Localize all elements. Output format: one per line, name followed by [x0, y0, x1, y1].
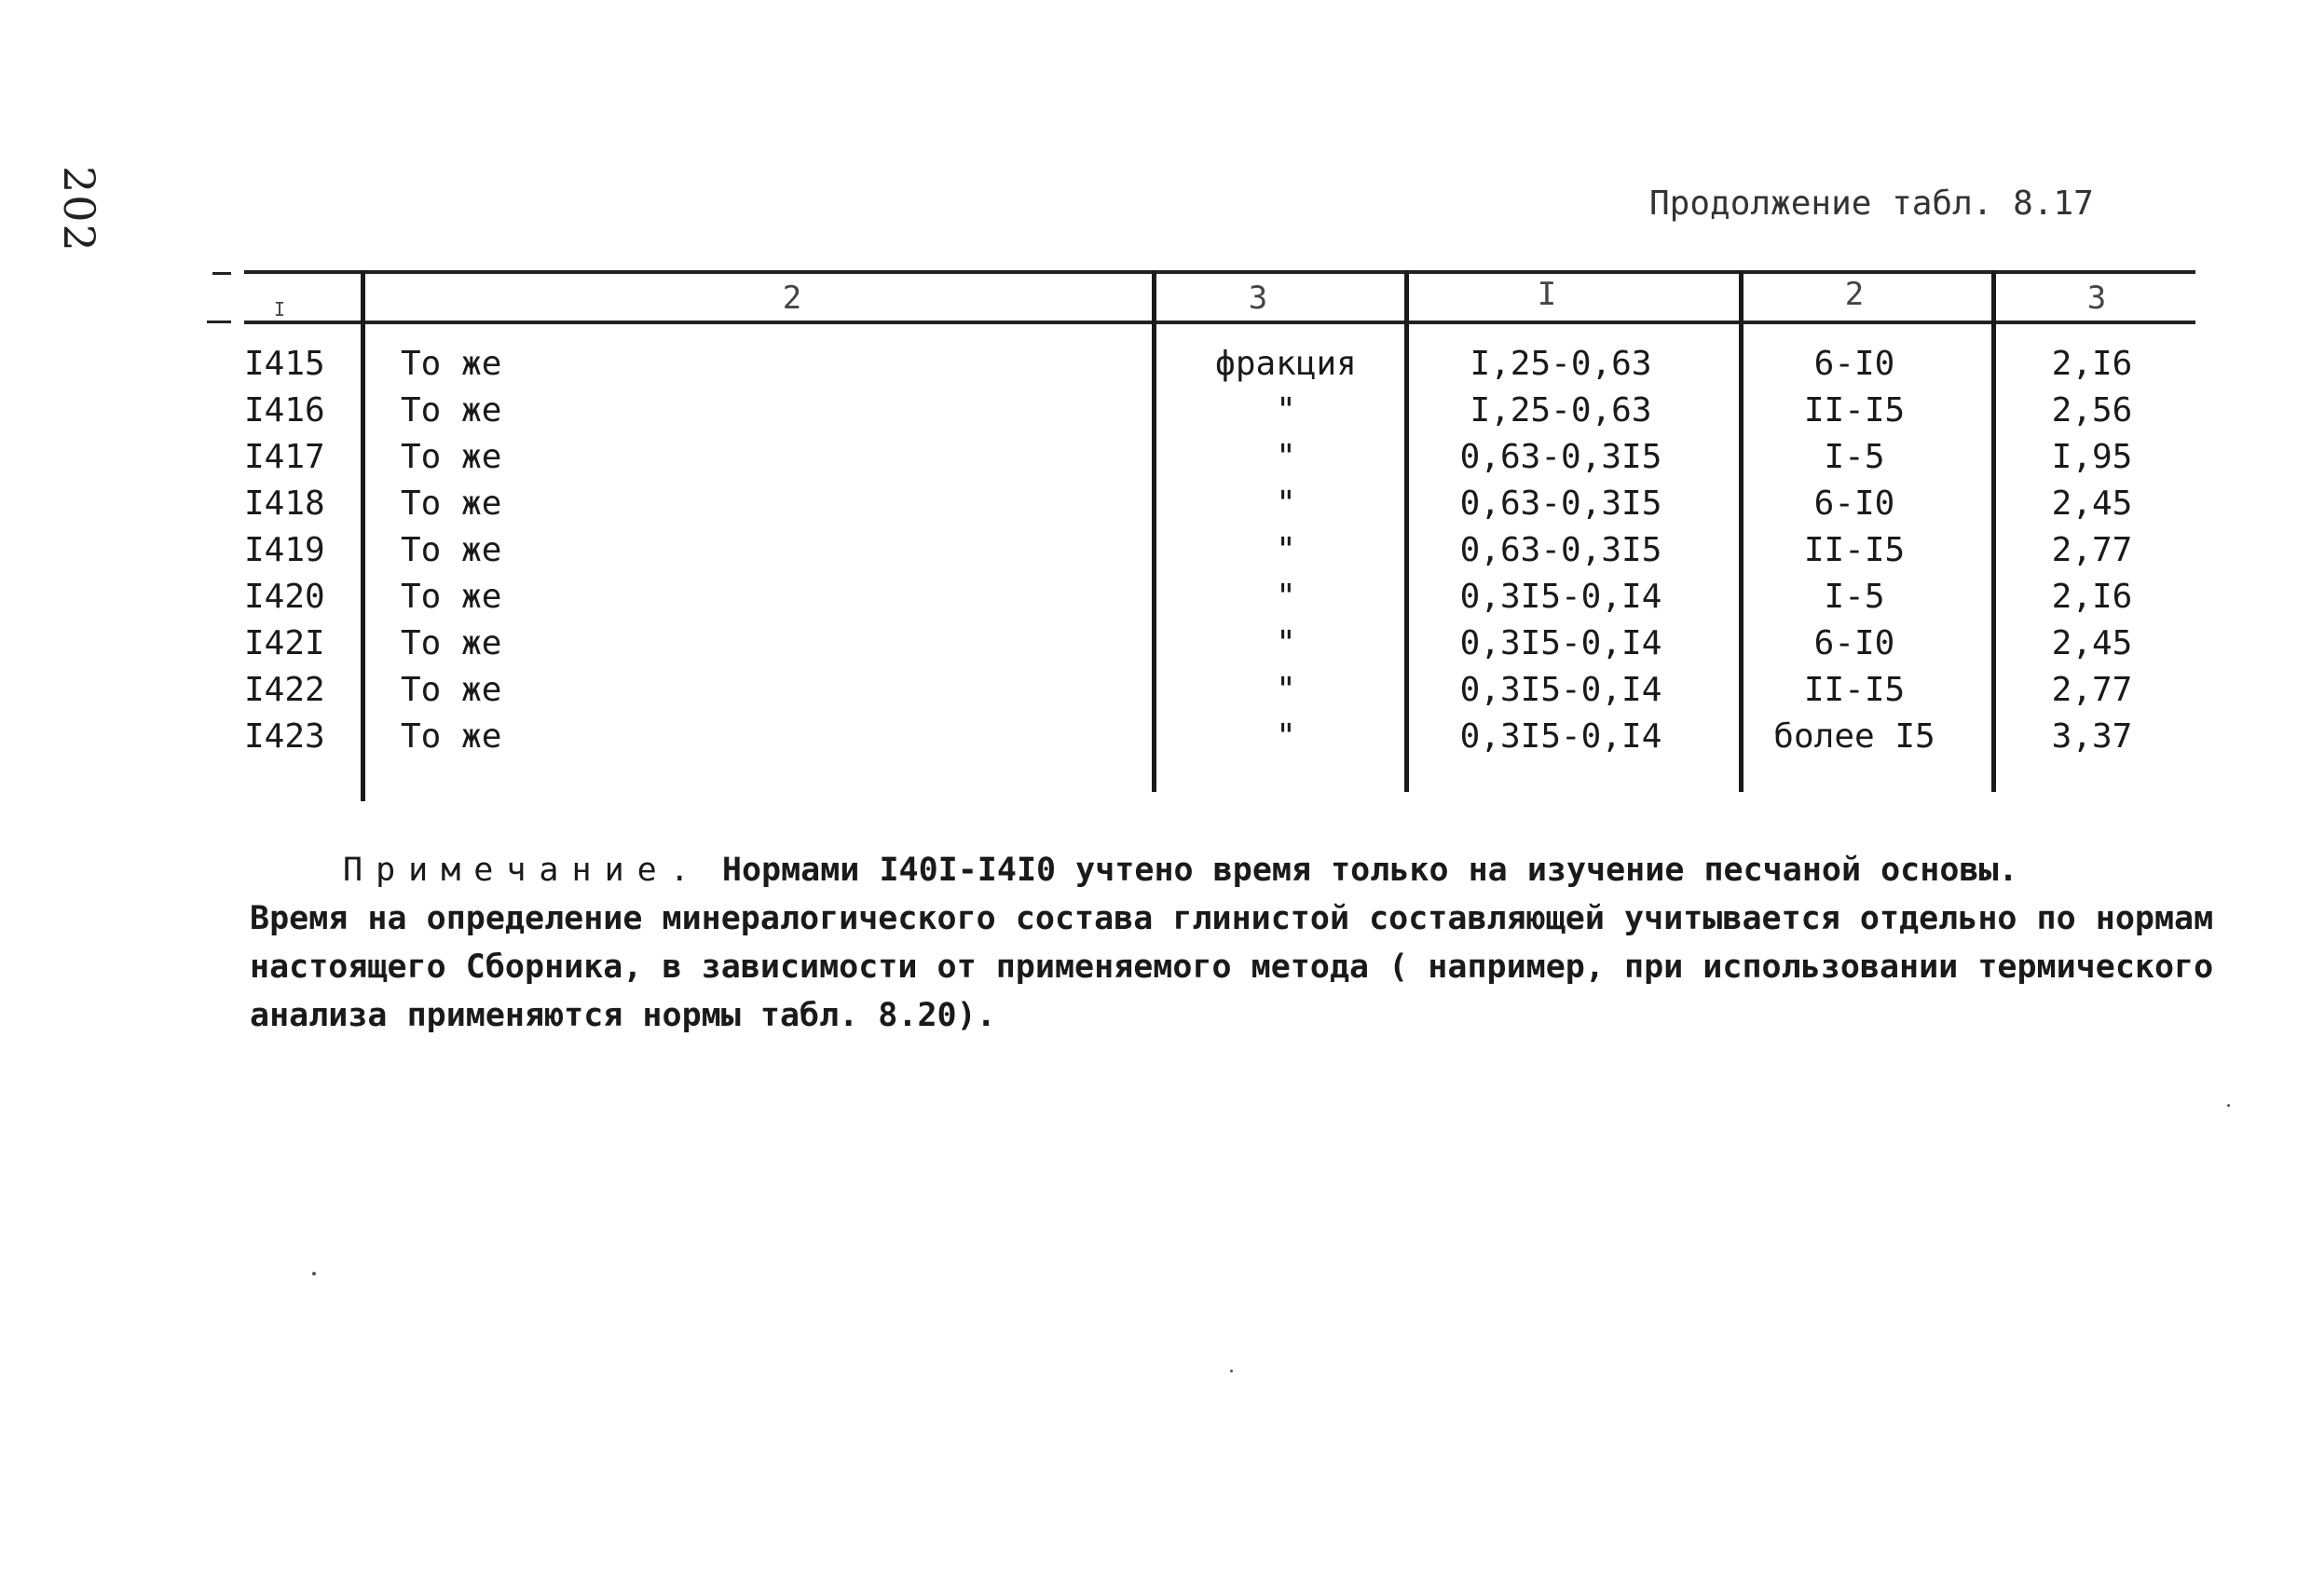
note-first-text: Нормами I40I-I4I0 учтено время только на изучение песчаной основы. — [721, 852, 2018, 889]
note-line: настоящего Сборника, в зависимости от применяемого метода ( например, при использовании термического — [250, 948, 2214, 986]
scan-speck — [2227, 1104, 2230, 1107]
row-value-3: 3,37 — [2051, 717, 2133, 756]
row-name: То же — [401, 624, 502, 662]
row-value-3: 2,45 — [2051, 624, 2133, 662]
row-value-2: более I5 — [1773, 717, 1935, 756]
column-header: 3 — [2086, 280, 2107, 317]
row-number: I42I — [244, 624, 325, 662]
row-value-3: 2,56 — [2051, 391, 2133, 430]
row-unit: " — [1276, 624, 1296, 662]
row-number: I423 — [244, 717, 325, 756]
table-top-rule — [244, 270, 2195, 274]
column-header: 2 — [782, 280, 802, 317]
row-value-3: 2,77 — [2051, 671, 2133, 709]
row-value-3: I,95 — [2051, 438, 2133, 476]
row-number: I420 — [244, 578, 325, 616]
column-header: 2 — [1844, 276, 1865, 313]
column-header: I — [1537, 276, 1557, 313]
row-unit: " — [1276, 717, 1296, 756]
row-value-1: 0,63-0,3I5 — [1459, 484, 1662, 523]
row-unit: " — [1276, 578, 1296, 616]
row-unit: " — [1276, 484, 1296, 523]
row-value-1: 0,3I5-0,I4 — [1459, 671, 1662, 709]
row-name: То же — [401, 391, 502, 430]
row-value-2: 6-I0 — [1813, 345, 1895, 383]
row-value-3: 2,77 — [2051, 531, 2133, 569]
row-unit: " — [1276, 531, 1296, 569]
table-row — [0, 531, 2311, 578]
row-unit: " — [1276, 391, 1296, 430]
table-row — [0, 671, 2311, 717]
row-name: То же — [401, 578, 502, 616]
row-value-2: 6-I0 — [1813, 624, 1895, 662]
row-unit: " — [1276, 438, 1296, 476]
row-value-1: I,25-0,63 — [1470, 391, 1652, 430]
row-unit: фракция — [1215, 345, 1357, 383]
row-name: То же — [401, 717, 502, 756]
table-row — [0, 484, 2311, 531]
row-number: I417 — [244, 438, 325, 476]
row-name: То же — [401, 671, 502, 709]
row-name: То же — [401, 484, 502, 523]
note-first-line — [250, 846, 2188, 894]
column-header: I — [273, 298, 286, 321]
row-value-2: I-5 — [1824, 578, 1885, 616]
row-number: I415 — [244, 345, 325, 383]
table-row — [0, 717, 2311, 764]
column-header: 3 — [1248, 280, 1268, 317]
row-value-1: I,25-0,63 — [1470, 345, 1652, 383]
table-row — [0, 391, 2311, 438]
row-value-2: I-5 — [1824, 438, 1885, 476]
table-row — [0, 578, 2311, 624]
page-number: 202 — [54, 166, 104, 253]
table-row — [0, 345, 2311, 391]
row-number: I418 — [244, 484, 325, 523]
row-name: То же — [401, 345, 502, 383]
row-value-2: II-I5 — [1803, 671, 1906, 709]
row-value-1: 0,3I5-0,I4 — [1459, 717, 1662, 756]
row-value-1: 0,3I5-0,I4 — [1459, 578, 1662, 616]
row-number: I416 — [244, 391, 325, 430]
row-unit: " — [1276, 671, 1296, 709]
note-line: анализа применяются нормы табл. 8.20). — [250, 997, 996, 1034]
scan-speck — [312, 1272, 316, 1275]
row-value-3: 2,45 — [2051, 484, 2133, 523]
row-value-1: 0,3I5-0,I4 — [1459, 624, 1662, 662]
row-value-3: 2,I6 — [2051, 345, 2133, 383]
row-name: То же — [401, 438, 502, 476]
note-line: Время на определение минералогического состава глинистой составляющей учитывается отдельно по нормам — [250, 900, 2214, 937]
table-row — [0, 624, 2311, 671]
note-label: Примечание. — [343, 852, 703, 889]
note-paragraph — [250, 846, 2214, 1040]
table-row — [0, 438, 2311, 484]
row-number: I422 — [244, 671, 325, 709]
row-value-2: II-I5 — [1803, 391, 1906, 430]
row-name: То же — [401, 531, 502, 569]
table-top-rule-stub — [212, 272, 231, 275]
row-number: I419 — [244, 531, 325, 569]
row-value-1: 0,63-0,3I5 — [1459, 531, 1662, 569]
continuation-label: Продолжение табл. 8.17 — [1649, 184, 2094, 223]
table-header-rule-stub — [207, 321, 231, 323]
row-value-1: 0,63-0,3I5 — [1459, 438, 1662, 476]
row-value-2: II-I5 — [1803, 531, 1906, 569]
row-value-3: 2,I6 — [2051, 578, 2133, 616]
row-value-2: 6-I0 — [1813, 484, 1895, 523]
scan-speck — [1230, 1370, 1233, 1372]
